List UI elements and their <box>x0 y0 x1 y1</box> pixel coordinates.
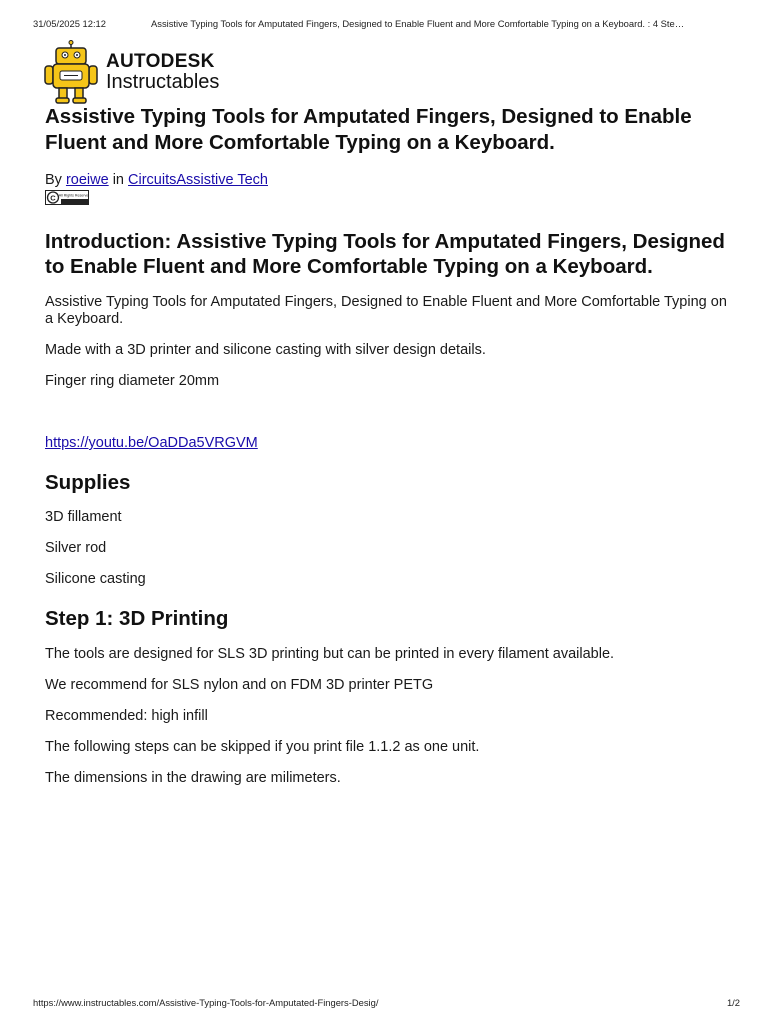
supplies-item: Silver rod <box>45 540 107 556</box>
step1-paragraph-1: The tools are designed for SLS 3D printing but can be printed in every filament available. <box>45 646 615 662</box>
youtube-video-link[interactable]: https://youtu.be/OaDDa5VRGVM <box>45 435 258 451</box>
article-content <box>45 104 735 787</box>
intro-paragraph-2: Made with a 3D printer and silicone casting with silver design details. <box>45 342 486 358</box>
supplies-heading: Supplies <box>45 471 131 494</box>
svg-text:C: C <box>50 193 56 203</box>
byline-in: in <box>112 172 124 188</box>
intro-paragraph-1: Assistive Typing Tools for Amputated Fingers, Designed to Enable Fluent and More Comfortable Typing on a Keyboard. <box>45 294 727 327</box>
intro-paragraph-3: Finger ring diameter 20mm <box>45 373 220 389</box>
instructables-robot-icon <box>42 40 100 104</box>
page-number: 1/2 <box>726 997 740 1008</box>
print-page-title: Assistive Typing Tools for Amputated Fingers, Designed to Enable Fluent and More Comfortable Typing on a Keyboard. : 4 Ste… <box>151 18 685 29</box>
step1-paragraph-3: Recommended: high infill <box>45 708 208 724</box>
byline <box>45 171 735 189</box>
introduction-heading: Introduction: Assistive Typing Tools for Amputated Fingers, Designed to Enable Fluent and More Comfortable Typing on a Keyboard. <box>45 230 725 278</box>
cc-all-rights-reserved-icon[interactable] <box>45 190 89 205</box>
step1-paragraph-4: The following steps can be skipped if you print file 1.1.2 as one unit. <box>45 739 480 755</box>
author-link[interactable]: roeiwe <box>65 172 109 188</box>
supplies-item: 3D fillament <box>45 509 122 525</box>
article-title: Assistive Typing Tools for Amputated Fingers, Designed to Enable Fluent and More Comfortable Typing on a Keyboard. <box>45 105 692 154</box>
print-datetime: 31/05/2025 12:12 <box>33 18 106 29</box>
brand-autodesk: AUTODESK <box>106 51 215 72</box>
category-link[interactable]: CircuitsAssistive Tech <box>128 172 268 188</box>
print-url: https://www.instructables.com/Assistive-Typing-Tools-for-Amputated-Fingers-Desig/ <box>33 997 379 1008</box>
step1-paragraph-2: We recommend for SLS nylon and on FDM 3D printer PETG <box>45 677 434 693</box>
supplies-item: Silicone casting <box>45 571 146 587</box>
site-logo[interactable] <box>42 40 252 104</box>
license-text: All Rights Reserved <box>58 193 89 198</box>
step1-heading: Step 1: 3D Printing <box>45 607 229 630</box>
brand-wordmark <box>106 52 219 93</box>
byline-prefix: By <box>45 172 62 188</box>
step1-paragraph-5: The dimensions in the drawing are milimeters. <box>45 770 341 786</box>
brand-instructables: Instructables <box>106 71 220 93</box>
